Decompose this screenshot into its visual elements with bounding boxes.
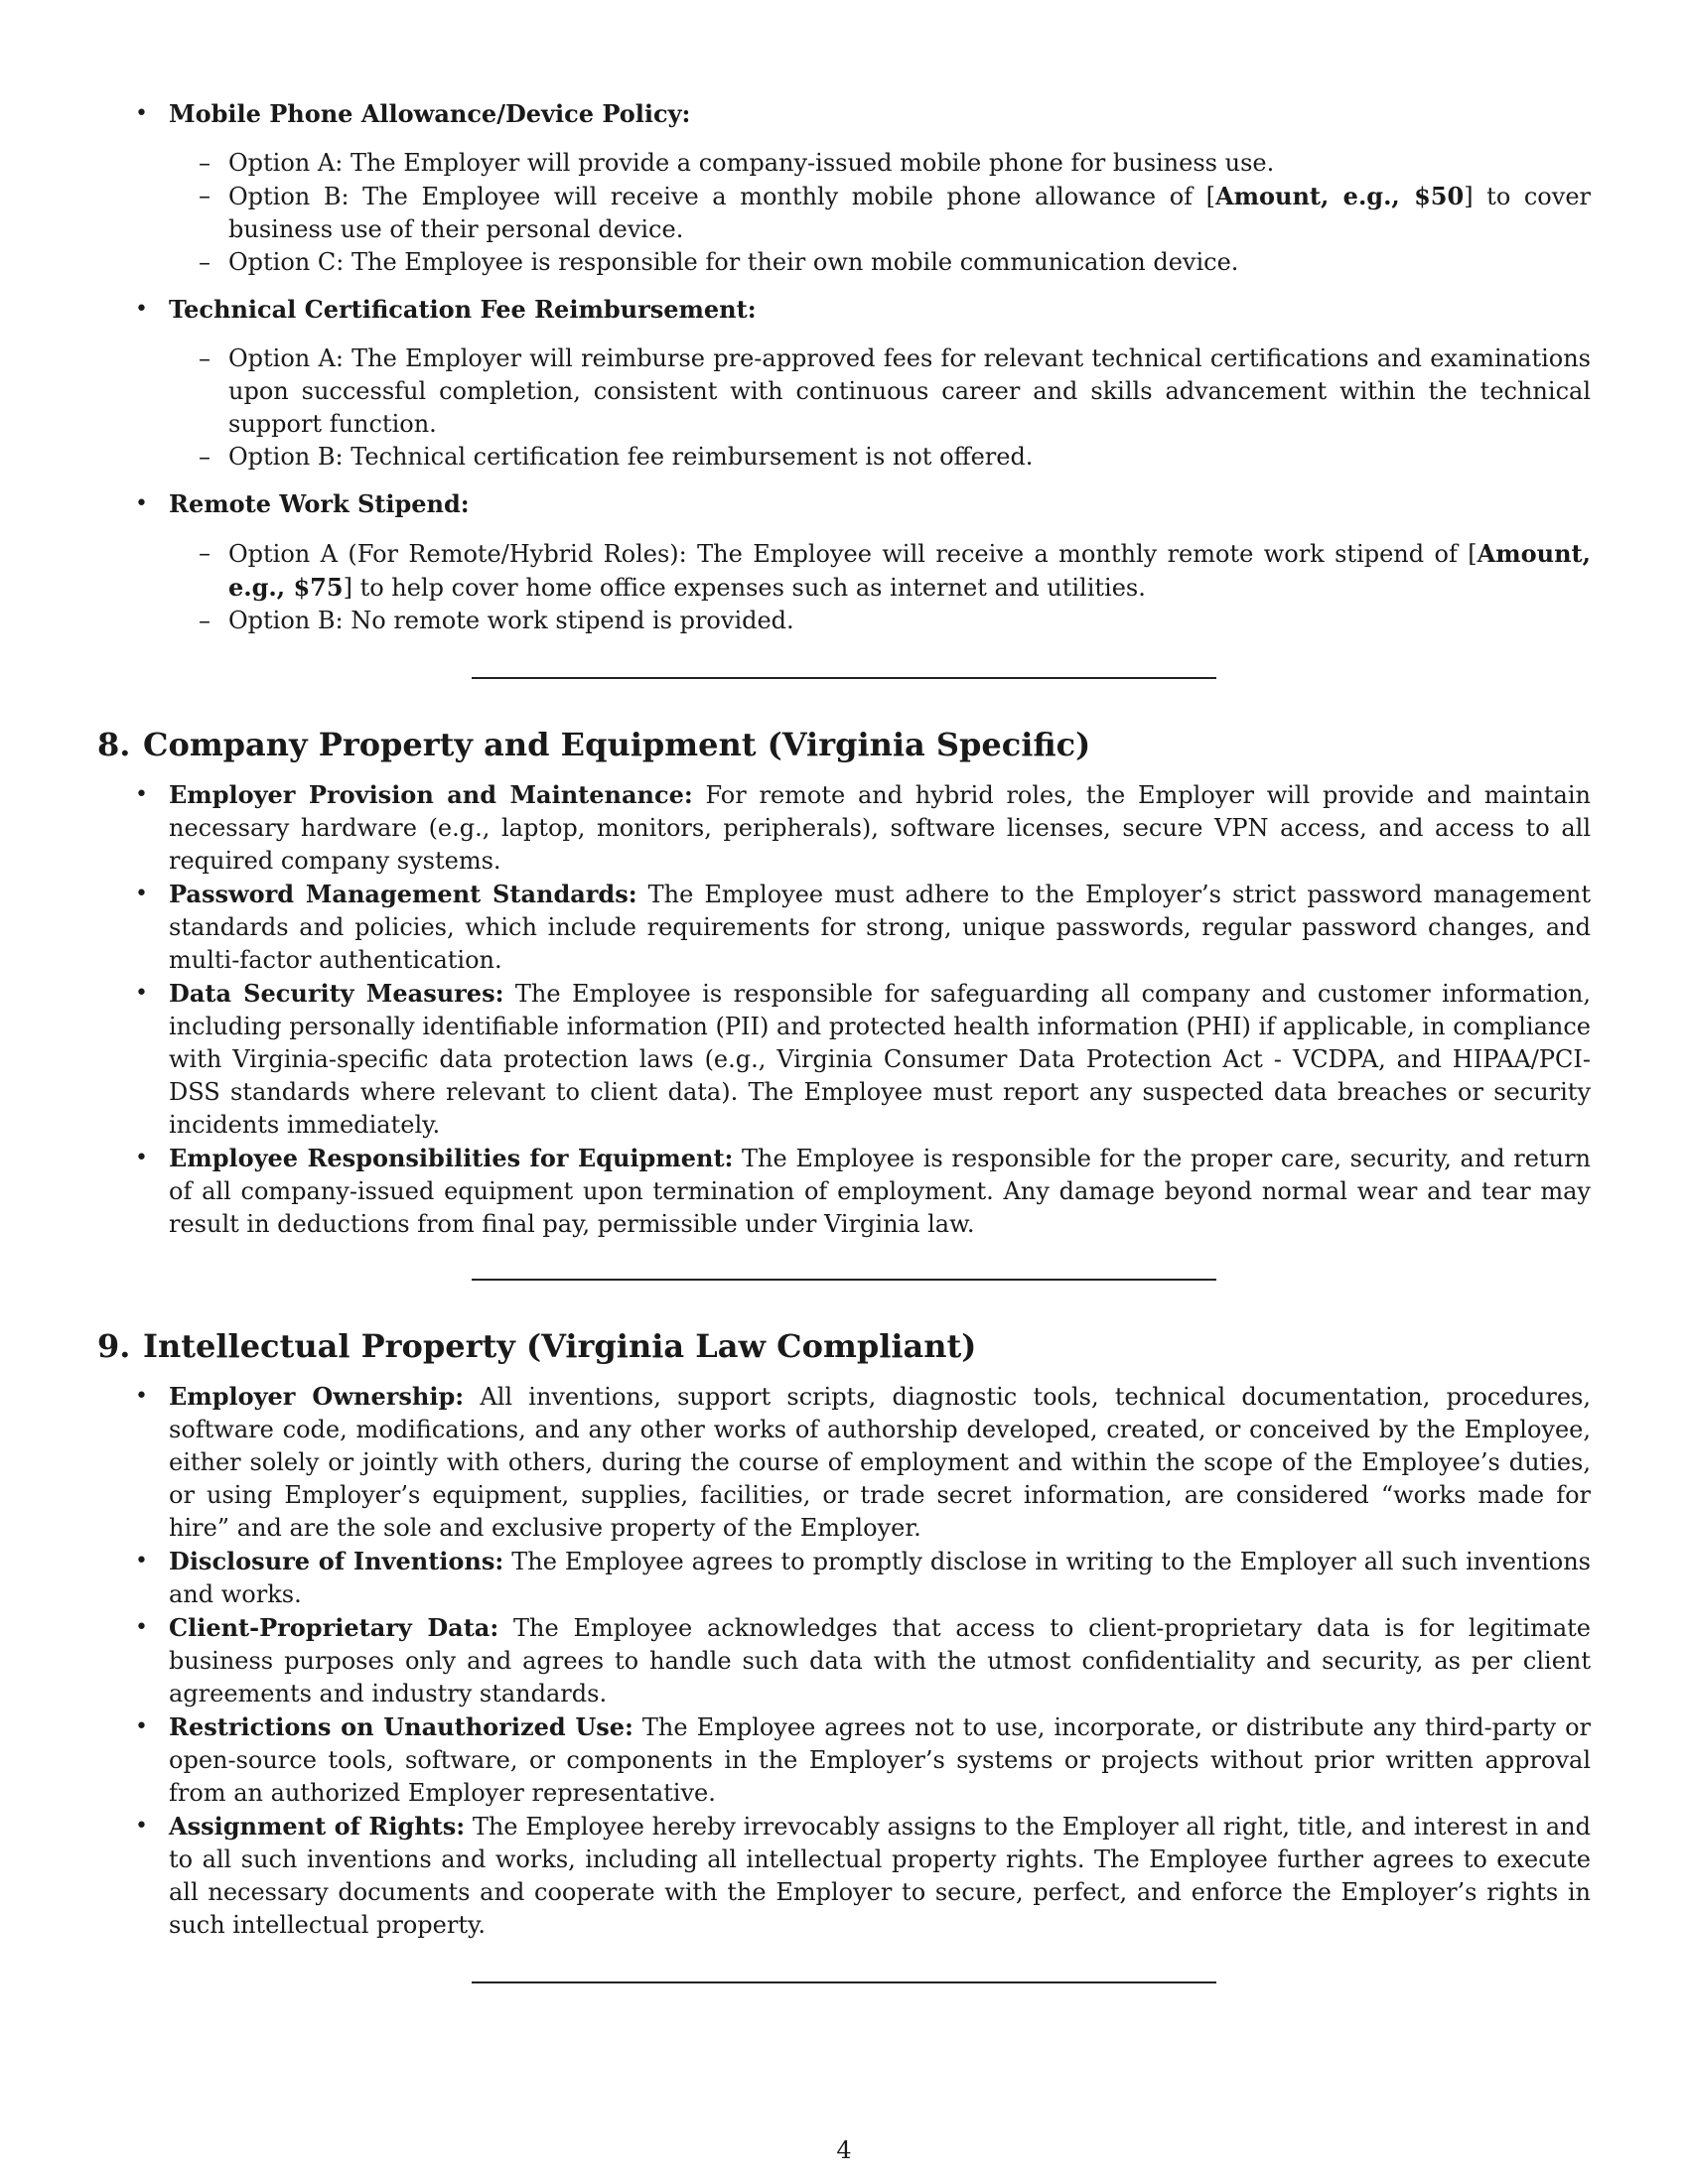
item-label: Client-Proprietary Data: (169, 1613, 499, 1642)
option-group-title: Mobile Phone Allowance/Device Policy: (169, 99, 691, 128)
bullet-icon: • (135, 1549, 148, 1573)
list-item (97, 778, 1591, 878)
option-text: Option B: No remote work stipend is provided. (228, 607, 794, 634)
option-text: Option A: The Employer will provide a company-issued mobile phone for business use. (228, 149, 1275, 177)
option-list (169, 342, 1591, 474)
page-content (97, 97, 1591, 1983)
bullet-icon: • (135, 1146, 148, 1170)
option-item (169, 147, 1591, 180)
bullet-icon: • (135, 782, 148, 807)
section-number: 8. (97, 726, 131, 763)
section-title: Company Property and Equipment (Virginia Specific) (143, 726, 1091, 763)
option-item (169, 441, 1591, 474)
bullet-icon: • (135, 297, 148, 322)
item-label: Assignment of Rights: (169, 1812, 466, 1841)
rule-container (97, 677, 1591, 679)
item-text: The Employee agrees to promptly disclose in writing to the Employer all such inventions and works. (169, 1548, 1592, 1608)
item-label: Employer Ownership: (169, 1382, 465, 1411)
option-item (169, 605, 1591, 637)
rule-container (97, 1981, 1591, 1983)
option-text: Option A: The Employer will reimburse pre-approved fees for relevant technical certifications and examinations upon successful completion, consistent with continuous career and skills advancement within the technical support function. (228, 344, 1591, 438)
option-amount: Amount, e.g., $75 (228, 539, 1591, 602)
item-label: Restrictions on Unauthorized Use: (169, 1712, 633, 1741)
bullet-icon: • (135, 1615, 148, 1640)
item-label: Password Management Standards: (169, 880, 637, 908)
option-text: Option A (For Remote/Hybrid Roles): The Employee will receive a monthly remote work stipend of [ (228, 540, 1477, 568)
bullet-icon: • (135, 1714, 148, 1739)
item-text: For remote and hybrid roles, the Employer will provide and maintain necessary hardware (e.g., laptop, monitors, peripherals), software licenses, secure VPN access, and access to all required company systems. (169, 781, 1591, 875)
option-group-title: Technical Certification Fee Reimbursement: (169, 295, 757, 324)
bullet-icon: • (135, 1384, 148, 1409)
item-label: Disclosure of Inventions: (169, 1547, 504, 1575)
option-group-title: Remote Work Stipend: (169, 489, 470, 518)
list-item (97, 1810, 1591, 1942)
dash-icon: – (199, 149, 211, 177)
list-item (97, 1545, 1591, 1611)
item-label: Employee Responsibilities for Equipment: (169, 1144, 734, 1172)
section-heading (97, 725, 1591, 764)
section8-list (97, 778, 1591, 1241)
rule-container (97, 1279, 1591, 1281)
option-text: Option B: The Employee will receive a monthly mobile phone allowance of [ (228, 183, 1215, 210)
list-item (97, 977, 1591, 1142)
item-label: Employer Provision and Maintenance: (169, 780, 693, 809)
option-item (169, 537, 1591, 605)
bullet-icon: • (135, 101, 148, 126)
dash-icon: – (199, 182, 211, 209)
dash-icon: – (199, 344, 211, 372)
option-text: Option C: The Employee is responsible for their own mobile communication device. (228, 248, 1239, 276)
bullet-icon: • (135, 491, 148, 516)
dash-icon: – (199, 539, 211, 567)
section-heading (97, 1326, 1591, 1366)
item-text: The Employee is responsible for safeguarding all company and customer information, including personally identifiable information (PII) and protected health information (PHI) if applicable, in compliance with Virginia-specific data protection laws (e.g., Virginia Consumer Data Protection Act - VCDPA, and HIPAA/PCI-DSS standards where relevant to client data). The Employee must report any suspected data breaches or security incidents immediately. (169, 980, 1591, 1139)
option-list (169, 147, 1591, 279)
page-number: 4 (836, 2136, 852, 2164)
item-label: Data Security Measures: (169, 979, 504, 1008)
option-text-after: ] to cover business use of their personal device. (228, 183, 1591, 243)
option-text: Option B: Technical certification fee reimbursement is not offered. (228, 443, 1034, 471)
benefit-options-list (97, 97, 1591, 637)
list-item (97, 97, 1591, 279)
option-list (169, 537, 1591, 637)
dash-icon: – (199, 248, 211, 276)
section9-list (97, 1380, 1591, 1942)
section-number: 9. (97, 1327, 131, 1365)
list-item (97, 1142, 1591, 1241)
list-item (97, 1710, 1591, 1810)
item-text: All inventions, support scripts, diagnostic tools, technical documentation, procedures, software code, modifications, and any other works of authorship developed, created, or conceived by the Employee, either solely or jointly with others, during the course of employment and within the scope of the Employee’s duties, or using Employer’s equipment, supplies, facilities, or trade secret information, are considered “works made for hire” and are the sole and exclusive property of the Employer. (169, 1383, 1591, 1542)
item-text: The Employee acknowledges that access to client-proprietary data is for legitimate business purposes only and agrees to handle such data with the utmost confidentiality and security, as per client agreements and industry standards. (169, 1614, 1591, 1707)
bullet-icon: • (135, 882, 148, 906)
dash-icon: – (199, 607, 211, 634)
section-title: Intellectual Property (Virginia Law Compliant) (143, 1327, 977, 1365)
bullet-icon: • (135, 981, 148, 1006)
bullet-icon: • (135, 1814, 148, 1839)
option-item (169, 342, 1591, 441)
item-text: The Employee hereby irrevocably assigns to the Employer all right, title, and interest in and to all such inventions and works, including all intellectual property rights. The Employee further agrees to execute all necessary documents and cooperate with the Employer to secure, perfect, and enforce the Employer’s rights in such intellectual property. (169, 1813, 1591, 1939)
option-item (169, 246, 1591, 279)
list-item (97, 878, 1591, 977)
horizontal-rule (472, 1279, 1216, 1281)
horizontal-rule (472, 1981, 1216, 1983)
horizontal-rule (472, 677, 1216, 679)
list-item (97, 293, 1591, 474)
option-amount: Amount, e.g., $50 (1214, 182, 1465, 210)
option-text-after: ] to help cover home office expenses such as internet and utilities. (343, 574, 1146, 602)
list-item (97, 487, 1591, 637)
item-text: The Employee must adhere to the Employer’s strict password management standards and policies, which include requirements for strong, unique passwords, regular password changes, and multi-factor authentication. (169, 881, 1591, 974)
option-item (169, 180, 1591, 246)
item-text: The Employee agrees not to use, incorporate, or distribute any third-party or open-source tools, software, or components in the Employer’s systems or projects without prior written approval from an authorized Employer representative. (169, 1713, 1591, 1807)
dash-icon: – (199, 443, 211, 471)
list-item (97, 1611, 1591, 1710)
item-text: The Employee is responsible for the proper care, security, and return of all company-issued equipment upon termination of employment. Any damage beyond normal wear and tear may result in deductions from final pay, permissible under Virginia law. (169, 1145, 1591, 1238)
list-item (97, 1380, 1591, 1545)
